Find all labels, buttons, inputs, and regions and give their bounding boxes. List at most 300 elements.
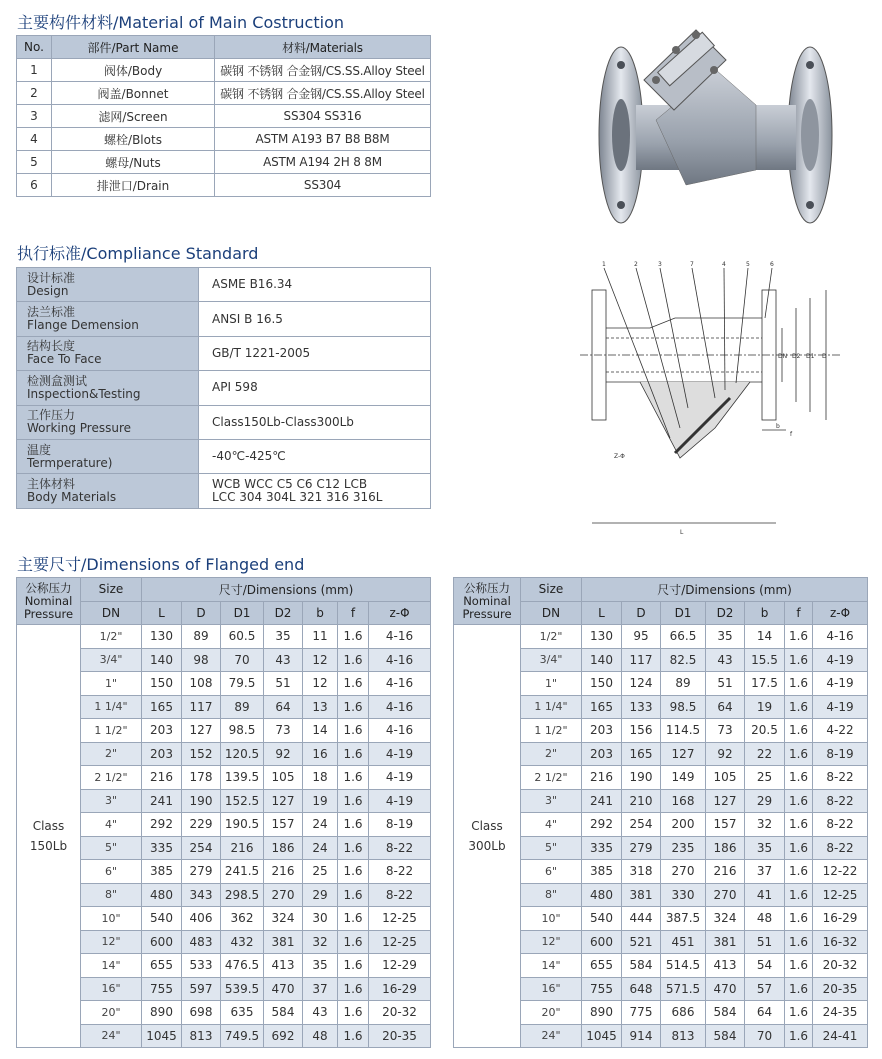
dim-value-cell: 241 <box>142 789 182 813</box>
dim-value-cell: 584 <box>622 954 661 978</box>
dim-value-cell: 16-32 <box>813 930 868 954</box>
dim-value-cell: 22 <box>745 742 785 766</box>
dim-value-cell: 216 <box>221 836 264 860</box>
dim-value-cell: 13 <box>303 695 338 719</box>
dim-value-cell: 298.5 <box>221 883 264 907</box>
materials-header-row <box>17 36 431 59</box>
dim-size-cell: 20" <box>81 1001 142 1025</box>
dim-value-cell: 514.5 <box>661 954 706 978</box>
dim-value-cell: 292 <box>142 813 182 837</box>
dim-value-cell: 1.6 <box>785 836 813 860</box>
drawing-dim-label: b <box>776 423 780 430</box>
dim-value-cell: 19 <box>303 789 338 813</box>
dim-value-cell: 600 <box>582 930 622 954</box>
dim-value-cell: 8-22 <box>369 883 431 907</box>
dim-value-cell: 24 <box>303 813 338 837</box>
dim-value-cell: 540 <box>142 907 182 931</box>
dim-value-cell: 8-22 <box>813 789 868 813</box>
dim-value-cell: 32 <box>303 930 338 954</box>
dim-value-cell: 1.6 <box>338 742 369 766</box>
dim-value-cell: 57 <box>745 977 785 1001</box>
dim-value-cell: 51 <box>706 672 745 696</box>
dim-value-cell: 406 <box>182 907 221 931</box>
compliance-title: 执行标准/Compliance Standard <box>17 244 259 263</box>
dim-size-cell: 12" <box>81 930 142 954</box>
compliance-value-text: -40℃-425℃ <box>212 449 286 464</box>
dim-value-cell: 292 <box>582 813 622 837</box>
dim-value-cell: 1.6 <box>338 930 369 954</box>
dim-value-cell: 16-29 <box>369 977 431 1001</box>
dim-value-cell: 35 <box>303 954 338 978</box>
materials-header-part: 部件/Part Name <box>52 36 215 59</box>
dim-size-cell: 1 1/2" <box>81 719 142 743</box>
dim-value-cell: 43 <box>303 1001 338 1025</box>
dim-value-cell: 64 <box>745 1001 785 1025</box>
dim-value-cell: 54 <box>745 954 785 978</box>
dim-value-cell: 254 <box>182 836 221 860</box>
dim-value-cell: 37 <box>303 977 338 1001</box>
compliance-value <box>199 336 431 370</box>
dim-value-cell: 165 <box>582 695 622 719</box>
dim-value-cell: 8-19 <box>369 813 431 837</box>
dim-value-cell: 914 <box>622 1024 661 1048</box>
dim-value-cell: 216 <box>706 860 745 884</box>
dim-value-cell: 571.5 <box>661 977 706 1001</box>
dim-value-cell: 14 <box>745 625 785 649</box>
compliance-value-text-2: LCC 304 304L 321 316 316L <box>212 490 383 505</box>
materials-row <box>17 82 431 105</box>
dim-value-cell: 51 <box>745 930 785 954</box>
drawing-dim-label: D2 <box>792 353 801 360</box>
dim-size-cell: 20" <box>521 1001 582 1025</box>
dim-value-cell: 1045 <box>582 1024 622 1048</box>
dim-size-cell: 5" <box>81 836 142 860</box>
dim-value-cell: 51 <box>264 672 303 696</box>
compliance-label-cn: 法兰标准 <box>27 305 76 320</box>
dim-value-cell: 35 <box>745 836 785 860</box>
dim-value-cell: 8-19 <box>813 742 868 766</box>
dim-column-header: D2 <box>706 601 745 625</box>
dim-value-cell: 20-32 <box>813 954 868 978</box>
materials-material: ASTM A194 2H 8 8M <box>215 151 431 174</box>
dim-value-cell: 79.5 <box>221 672 264 696</box>
dim-value-cell: 203 <box>582 742 622 766</box>
dim-column-header: b <box>303 601 338 625</box>
dim-value-cell: 692 <box>264 1024 303 1048</box>
dim-value-cell: 1.6 <box>785 813 813 837</box>
dim-value-cell: 70 <box>221 648 264 672</box>
dim-value-cell: 413 <box>706 954 745 978</box>
dim-value-cell: 127 <box>706 789 745 813</box>
drawing-callout-label: 7 <box>690 261 694 268</box>
dim-value-cell: 92 <box>706 742 745 766</box>
dim-value-cell: 32 <box>745 813 785 837</box>
compliance-row <box>17 371 431 405</box>
dim-header-row <box>454 578 868 602</box>
dim-value-cell: 749.5 <box>221 1024 264 1048</box>
dim-value-cell: 1.6 <box>338 766 369 790</box>
dim-value-cell: 8-22 <box>369 860 431 884</box>
dim-size-cell: 2" <box>81 742 142 766</box>
compliance-label-cn: 主体材料 <box>27 477 76 492</box>
dim-value-cell: 156 <box>622 719 661 743</box>
dim-size-cell: 2" <box>521 742 582 766</box>
compliance-label-en: Termperature) <box>27 455 113 470</box>
compliance-label <box>17 371 199 405</box>
dim-size-cell: 24" <box>81 1024 142 1048</box>
dim-value-cell: 127 <box>264 789 303 813</box>
dim-value-cell: 324 <box>264 907 303 931</box>
dim-column-header: L <box>142 601 182 625</box>
dim-value-cell: 190.5 <box>221 813 264 837</box>
dim-value-cell: 521 <box>622 930 661 954</box>
dim-header-size: Size <box>81 578 142 602</box>
dim-header-pressure-cn: 公称压力 <box>464 580 510 595</box>
dim-value-cell: 324 <box>706 907 745 931</box>
dim-value-cell: 686 <box>661 1001 706 1025</box>
dim-value-cell: 20-32 <box>369 1001 431 1025</box>
dim-column-header: b <box>745 601 785 625</box>
dim-value-cell: 98.5 <box>661 695 706 719</box>
compliance-value-text: ANSI B 16.5 <box>212 311 283 326</box>
dim-value-cell: 1.6 <box>785 883 813 907</box>
dim-value-cell: 82.5 <box>661 648 706 672</box>
drawing-dim-label: L <box>680 529 684 536</box>
dim-value-cell: 1.6 <box>785 719 813 743</box>
dim-value-cell: 1.6 <box>338 860 369 884</box>
dim-value-cell: 95 <box>622 625 661 649</box>
dim-value-cell: 24 <box>303 836 338 860</box>
dim-value-cell: 600 <box>142 930 182 954</box>
dim-value-cell: 279 <box>182 860 221 884</box>
dim-value-cell: 241.5 <box>221 860 264 884</box>
dim-value-cell: 539.5 <box>221 977 264 1001</box>
dim-column-header: D1 <box>221 601 264 625</box>
materials-part: 滤网/Screen <box>52 105 215 128</box>
dim-value-cell: 8-22 <box>813 836 868 860</box>
dim-header-pressure-en2: Pressure <box>462 606 512 621</box>
dim-value-cell: 14 <box>303 719 338 743</box>
materials-material: SS304 SS316 <box>215 105 431 128</box>
dim-value-cell: 1.6 <box>785 930 813 954</box>
dim-value-cell: 43 <box>264 648 303 672</box>
dim-value-cell: 165 <box>622 742 661 766</box>
dim-column-header: DN <box>521 601 582 625</box>
dim-value-cell: 1.6 <box>338 907 369 931</box>
compliance-label <box>17 302 199 336</box>
dim-value-cell: 130 <box>142 625 182 649</box>
dimensions-title: 主要尺寸/Dimensions of Flanged end <box>17 555 305 574</box>
materials-material: SS304 <box>215 174 431 197</box>
compliance-label <box>17 268 199 302</box>
dim-value-cell: 43 <box>706 648 745 672</box>
dim-value-cell: 25 <box>303 860 338 884</box>
materials-material: ASTM A193 B7 B8 B8M <box>215 128 431 151</box>
dim-value-cell: 1.6 <box>338 883 369 907</box>
materials-part: 螺栓/Blots <box>52 128 215 151</box>
dim-value-cell: 29 <box>745 789 785 813</box>
dim-value-cell: 48 <box>303 1024 338 1048</box>
dim-value-cell: 105 <box>706 766 745 790</box>
compliance-value <box>199 474 431 508</box>
dim-header-pressure-en2: Pressure <box>23 606 74 621</box>
dim-value-cell: 157 <box>706 813 745 837</box>
dim-value-cell: 1.6 <box>785 648 813 672</box>
dim-value-cell: 4-16 <box>369 672 431 696</box>
dim-value-cell: 92 <box>264 742 303 766</box>
dim-value-cell: 64 <box>264 695 303 719</box>
dim-value-cell: 8-22 <box>813 813 868 837</box>
dim-size-cell: 10" <box>521 907 582 931</box>
dim-value-cell: 203 <box>142 719 182 743</box>
compliance-label-en: Face To Face <box>27 352 102 367</box>
dim-value-cell: 890 <box>142 1001 182 1025</box>
dim-value-cell: 64 <box>706 695 745 719</box>
dim-value-cell: 698 <box>182 1001 221 1025</box>
dim-value-cell: 335 <box>582 836 622 860</box>
dim-value-cell: 12 <box>303 672 338 696</box>
dim-value-cell: 1.6 <box>338 836 369 860</box>
dim-value-cell: 432 <box>221 930 264 954</box>
compliance-label-en: Inspection&Testing <box>27 386 141 401</box>
dim-size-cell: 6" <box>521 860 582 884</box>
materials-part: 螺母/Nuts <box>52 151 215 174</box>
dim-value-cell: 24-35 <box>813 1001 868 1025</box>
compliance-label <box>17 336 199 370</box>
dim-size-cell: 1 1/4" <box>521 695 582 719</box>
compliance-value <box>199 405 431 439</box>
dim-header-row <box>17 578 431 602</box>
compliance-value <box>199 268 431 302</box>
dim-value-cell: 1.6 <box>338 977 369 1001</box>
dim-header-dims: 尺寸/Dimensions (mm) <box>582 578 868 602</box>
dim-value-cell: 444 <box>622 907 661 931</box>
materials-no: 4 <box>17 128 52 151</box>
drawing-callout-label: 5 <box>746 261 750 268</box>
dim-value-cell: 584 <box>706 1024 745 1048</box>
materials-header-material: 材料/Materials <box>215 36 431 59</box>
dim-size-cell: 16" <box>81 977 142 1001</box>
dim-value-cell: 216 <box>582 766 622 790</box>
valve-drawing <box>580 258 845 540</box>
dim-value-cell: 1.6 <box>785 977 813 1001</box>
dim-value-cell: 168 <box>661 789 706 813</box>
dim-value-cell: 1.6 <box>785 860 813 884</box>
pressure-class-value: 150Lb <box>29 839 68 853</box>
dim-value-cell: 235 <box>661 836 706 860</box>
dim-value-cell: 655 <box>582 954 622 978</box>
dim-header-size: Size <box>521 578 582 602</box>
dim-value-cell: 387.5 <box>661 907 706 931</box>
dim-value-cell: 229 <box>182 813 221 837</box>
dim-value-cell: 60.5 <box>221 625 264 649</box>
dim-value-cell: 152.5 <box>221 789 264 813</box>
dim-value-cell: 890 <box>582 1001 622 1025</box>
dim-value-cell: 16 <box>303 742 338 766</box>
compliance-row <box>17 405 431 439</box>
dim-value-cell: 157 <box>264 813 303 837</box>
dim-value-cell: 200 <box>661 813 706 837</box>
dim-column-header: D <box>622 601 661 625</box>
dim-value-cell: 140 <box>582 648 622 672</box>
dim-value-cell: 203 <box>582 719 622 743</box>
dim-size-cell: 5" <box>521 836 582 860</box>
materials-row <box>17 151 431 174</box>
drawing-dim-label: D <box>822 353 827 360</box>
dim-size-cell: 12" <box>521 930 582 954</box>
dim-value-cell: 105 <box>264 766 303 790</box>
dim-value-cell: 381 <box>706 930 745 954</box>
materials-no: 3 <box>17 105 52 128</box>
dim-header-dims: 尺寸/Dimensions (mm) <box>142 578 431 602</box>
dim-value-cell: 270 <box>706 883 745 907</box>
dim-value-cell: 343 <box>182 883 221 907</box>
dim-value-cell: 648 <box>622 977 661 1001</box>
dim-value-cell: 30 <box>303 907 338 931</box>
dim-value-cell: 98 <box>182 648 221 672</box>
materials-no: 1 <box>17 59 52 82</box>
dim-value-cell: 4-19 <box>369 789 431 813</box>
dim-value-cell: 20.5 <box>745 719 785 743</box>
materials-table <box>16 35 431 197</box>
dim-value-cell: 755 <box>582 977 622 1001</box>
dim-size-cell: 1" <box>521 672 582 696</box>
drawing-dim-label: DN <box>778 353 788 360</box>
materials-part: 阀体/Body <box>52 59 215 82</box>
compliance-row <box>17 439 431 473</box>
dim-value-cell: 318 <box>622 860 661 884</box>
dim-value-cell: 1045 <box>142 1024 182 1048</box>
drawing-callout-label: 1 <box>602 261 606 268</box>
dim-value-cell: 89 <box>221 695 264 719</box>
dim-size-cell: 10" <box>81 907 142 931</box>
dim-value-cell: 1.6 <box>785 907 813 931</box>
dim-value-cell: 35 <box>706 625 745 649</box>
dim-column-header: DN <box>81 601 142 625</box>
dim-value-cell: 12-25 <box>369 907 431 931</box>
dim-size-cell: 16" <box>521 977 582 1001</box>
dim-value-cell: 4-16 <box>369 719 431 743</box>
dim-value-cell: 48 <box>745 907 785 931</box>
dim-value-cell: 20-35 <box>369 1024 431 1048</box>
dim-value-cell: 18 <box>303 766 338 790</box>
dimensions-table-300 <box>453 577 868 1048</box>
dim-value-cell: 127 <box>182 719 221 743</box>
compliance-label-cn: 工作压力 <box>27 408 76 423</box>
pressure-class-cell <box>17 625 81 1048</box>
pressure-class-label: Class <box>32 819 65 833</box>
compliance-row <box>17 302 431 336</box>
dim-column-header: z-Φ <box>369 601 431 625</box>
dim-value-cell: 1.6 <box>338 672 369 696</box>
compliance-table <box>16 267 431 509</box>
dim-value-cell: 186 <box>706 836 745 860</box>
drawing-dim-label: f <box>790 431 793 438</box>
dim-size-cell: 2 1/2" <box>521 766 582 790</box>
dim-value-cell: 540 <box>582 907 622 931</box>
drawing-dim-label: Z-Φ <box>614 453 625 460</box>
dim-value-cell: 12-25 <box>369 930 431 954</box>
dim-size-cell: 4" <box>81 813 142 837</box>
dim-value-cell: 73 <box>706 719 745 743</box>
materials-no: 2 <box>17 82 52 105</box>
dim-value-cell: 15.5 <box>745 648 785 672</box>
compliance-row <box>17 336 431 370</box>
dim-value-cell: 4-19 <box>813 648 868 672</box>
dim-value-cell: 470 <box>706 977 745 1001</box>
dim-value-cell: 4-16 <box>813 625 868 649</box>
dim-value-cell: 1.6 <box>785 954 813 978</box>
dim-size-cell: 8" <box>81 883 142 907</box>
dim-header-pressure <box>454 578 521 625</box>
dim-row <box>454 625 868 649</box>
dim-value-cell: 1.6 <box>338 954 369 978</box>
dim-value-cell: 127 <box>661 742 706 766</box>
dim-size-cell: 3/4" <box>81 648 142 672</box>
dim-value-cell: 12-22 <box>813 860 868 884</box>
dimensions-table-150 <box>16 577 431 1048</box>
dim-value-cell: 24-41 <box>813 1024 868 1048</box>
compliance-value <box>199 439 431 473</box>
dim-value-cell: 108 <box>182 672 221 696</box>
drawing-callout-label: 6 <box>770 261 774 268</box>
materials-row <box>17 128 431 151</box>
dim-value-cell: 124 <box>622 672 661 696</box>
dim-value-cell: 1.6 <box>338 789 369 813</box>
dim-value-cell: 149 <box>661 766 706 790</box>
dim-value-cell: 1.6 <box>338 1001 369 1025</box>
dim-value-cell: 16-29 <box>813 907 868 931</box>
dim-value-cell: 1.6 <box>785 1024 813 1048</box>
dim-value-cell: 25 <box>745 766 785 790</box>
dim-value-cell: 73 <box>264 719 303 743</box>
dim-value-cell: 37 <box>745 860 785 884</box>
dim-value-cell: 190 <box>622 766 661 790</box>
compliance-label-cn: 结构长度 <box>27 339 76 354</box>
dim-header-pressure-en1: Nominal <box>463 593 511 608</box>
dim-value-cell: 216 <box>142 766 182 790</box>
dim-size-cell: 1" <box>81 672 142 696</box>
dim-value-cell: 20-35 <box>813 977 868 1001</box>
materials-row <box>17 174 431 197</box>
dim-value-cell: 270 <box>661 860 706 884</box>
compliance-value <box>199 302 431 336</box>
dim-value-cell: 1.6 <box>338 648 369 672</box>
dim-value-cell: 813 <box>661 1024 706 1048</box>
compliance-value-text: API 598 <box>212 380 258 395</box>
dim-value-cell: 17.5 <box>745 672 785 696</box>
dim-size-cell: 6" <box>81 860 142 884</box>
dim-row <box>17 625 431 649</box>
dim-value-cell: 241 <box>582 789 622 813</box>
dim-value-cell: 4-16 <box>369 648 431 672</box>
compliance-label-en: Flange Demension <box>27 318 139 333</box>
compliance-label-cn: 温度 <box>27 442 52 457</box>
dim-value-cell: 130 <box>582 625 622 649</box>
dim-value-cell: 12-29 <box>369 954 431 978</box>
dim-value-cell: 1.6 <box>785 742 813 766</box>
compliance-row <box>17 268 431 302</box>
dim-value-cell: 1.6 <box>338 1024 369 1048</box>
dim-value-cell: 533 <box>182 954 221 978</box>
drawing-callout-label: 3 <box>658 261 662 268</box>
dim-header-pressure-en1: Nominal <box>24 593 73 608</box>
dim-size-cell: 8" <box>521 883 582 907</box>
dim-value-cell: 1.6 <box>338 625 369 649</box>
dim-column-header: z-Φ <box>813 601 868 625</box>
dim-value-cell: 655 <box>142 954 182 978</box>
dim-value-cell: 4-19 <box>369 766 431 790</box>
